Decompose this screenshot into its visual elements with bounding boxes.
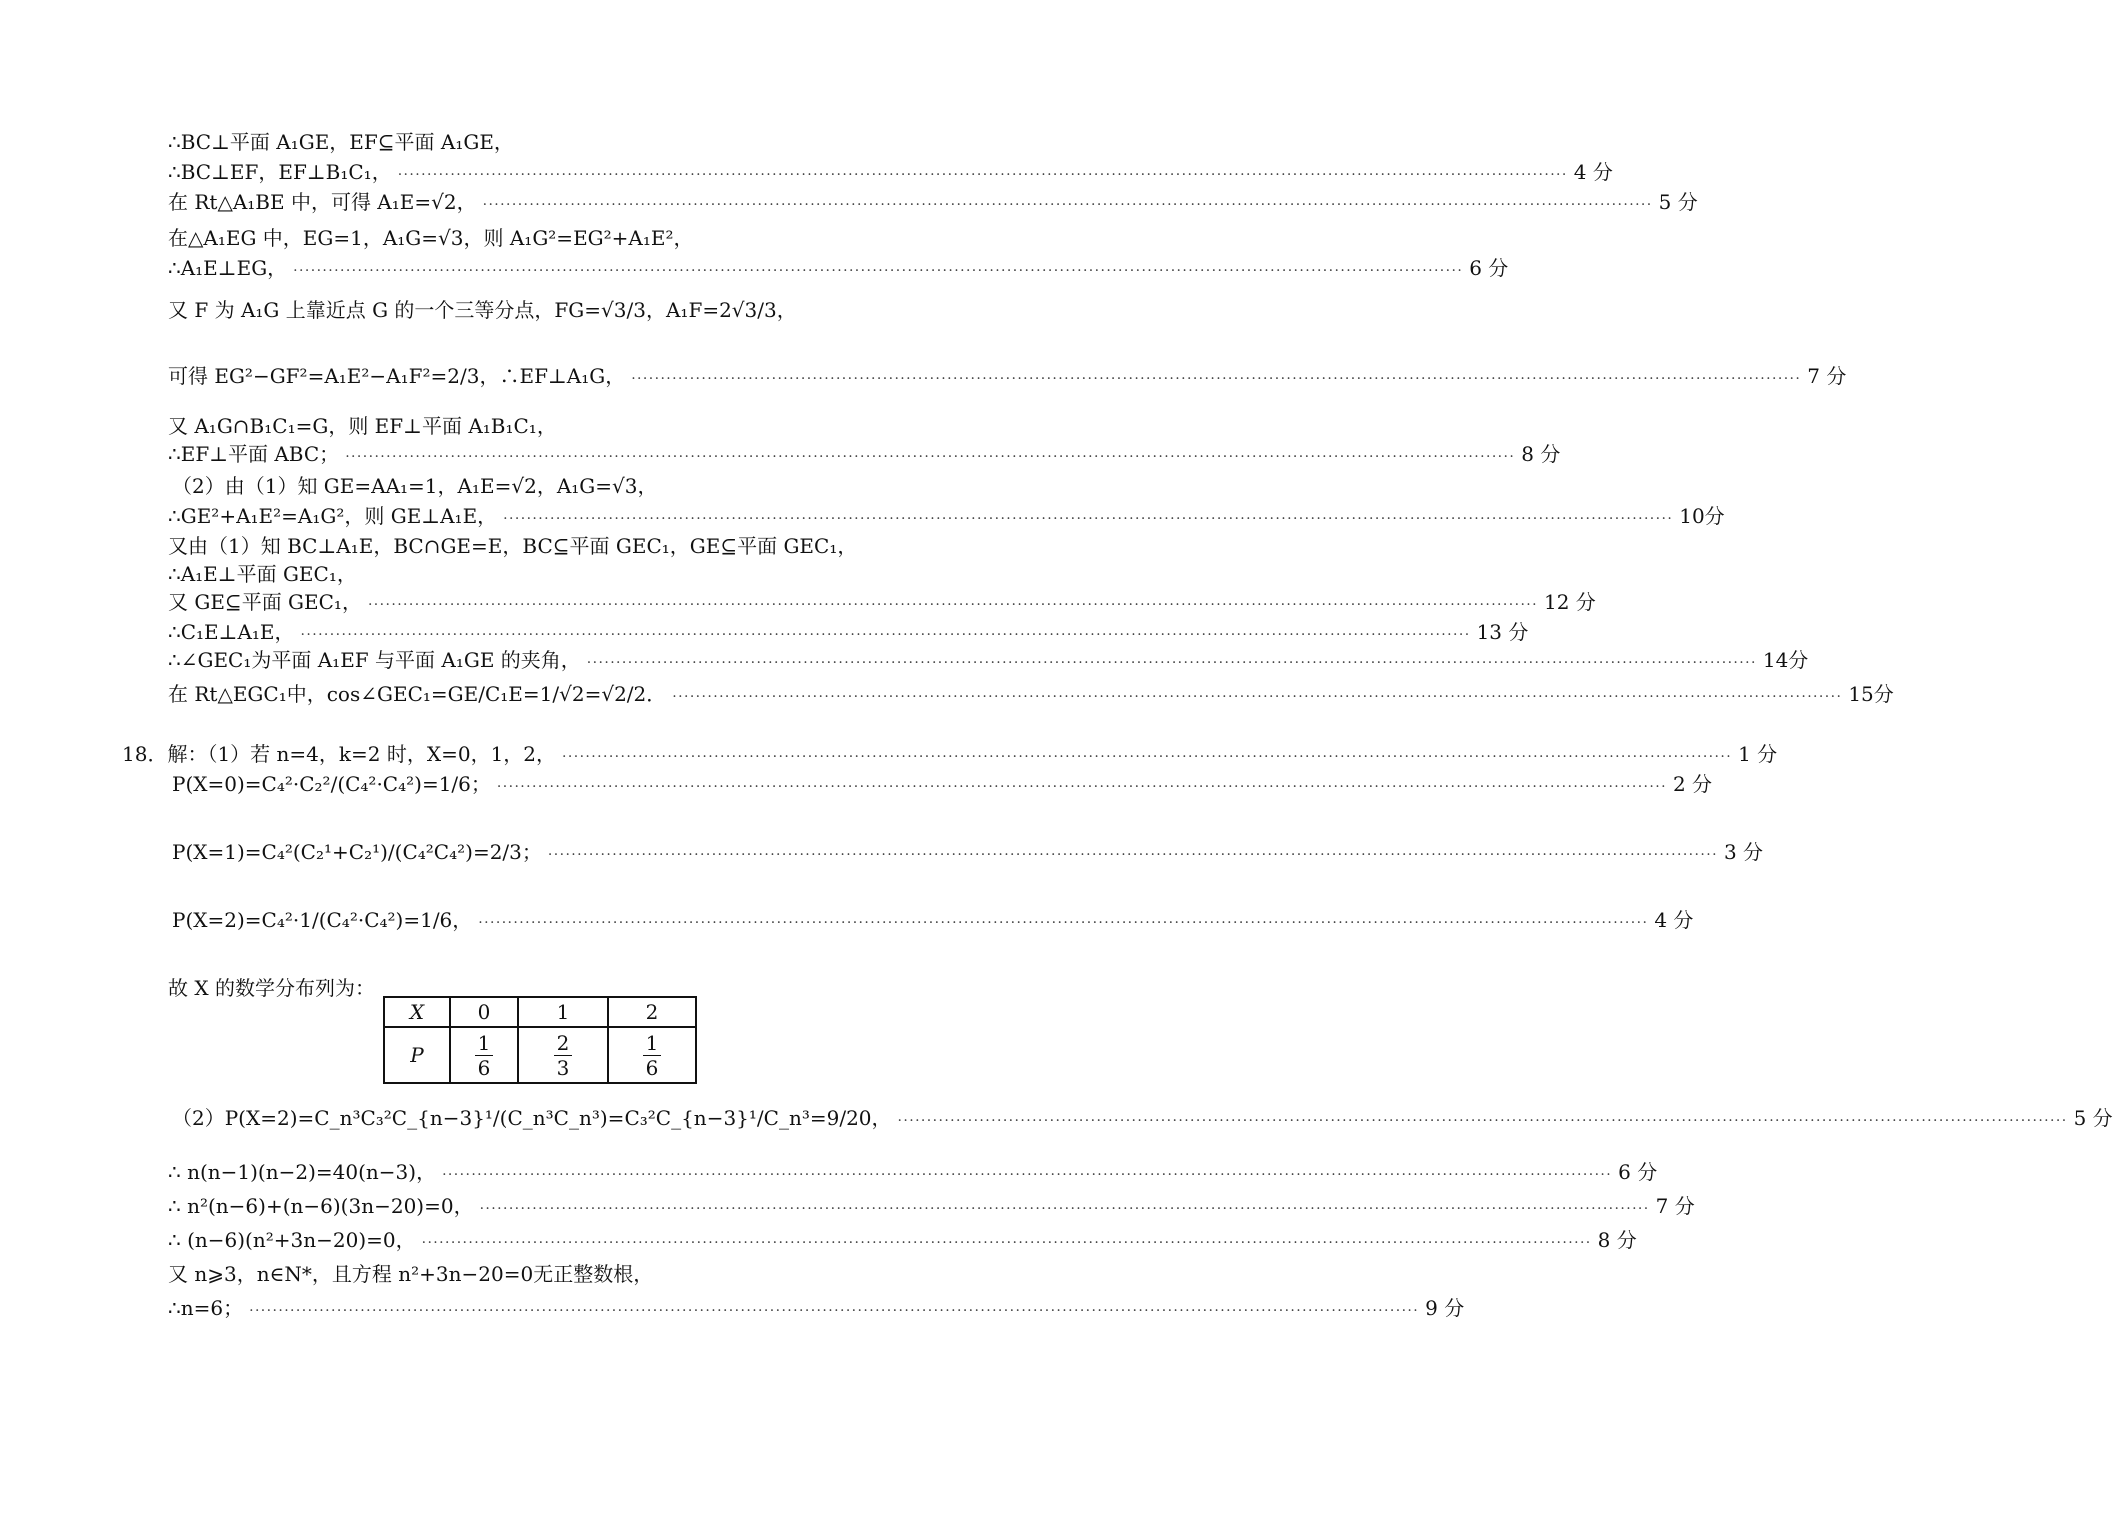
leader-dots: ········································································································································································································ — [367, 597, 1538, 613]
table-header-cell: 0 — [450, 997, 518, 1027]
leader-dots: ········································································································································································································ — [293, 263, 1464, 279]
line-text: 又 F 为 A₁G 上靠近点 G 的一个三等分点，FG=√3/3，A₁F=2√3/3， — [168, 298, 797, 322]
leader-dots: ········································································································································································································ — [631, 371, 1802, 387]
leader-dots: ········································································································································································································ — [586, 655, 1757, 671]
score-mark: 6 分 — [1469, 256, 1509, 280]
table-row-label: P — [384, 1027, 450, 1083]
line-text: P(X=0)=C₄²·C₂²/(C₄²·C₄²)=1/6； — [172, 772, 491, 796]
fraction — [554, 1031, 573, 1080]
fraction-numerator: 1 — [643, 1031, 662, 1056]
score-mark: 12 分 — [1544, 590, 1596, 614]
solution-line — [168, 586, 1596, 615]
table-header-cell: 2 — [608, 997, 696, 1027]
line-text: ∴EF⊥平面 ABC； — [168, 442, 340, 466]
line-text: 故 X 的数学分布列为： — [168, 976, 375, 1000]
solution-line — [168, 294, 960, 323]
score-mark: 4 分 — [1573, 160, 1613, 184]
leader-dots: ········································································································································································································ — [503, 511, 1674, 527]
line-text: ∴n=6； — [168, 1296, 244, 1320]
fraction-numerator: 1 — [475, 1031, 494, 1056]
line-text: P(X=2)=C₄²·1/(C₄²·C₄²)=1/6， — [172, 908, 473, 932]
line-text: ∴BC⊥平面 A₁GE，EF⊆平面 A₁GE， — [168, 130, 514, 154]
score-mark: 5 分 — [2073, 1106, 2113, 1130]
leader-dots: ········································································································································································································ — [482, 197, 1653, 213]
solution-line — [168, 360, 1847, 389]
line-text: 又由（1）知 BC⊥A₁E，BC∩GE=E，BC⊆平面 GEC₁，GE⊆平面 GEC₁， — [168, 534, 858, 558]
score-mark: 8 分 — [1521, 442, 1561, 466]
line-text: ∴ n(n−1)(n−2)=40(n−3)， — [168, 1160, 437, 1184]
solution-line — [172, 836, 1764, 865]
solution-line — [168, 126, 960, 155]
score-mark: 7 分 — [1655, 1194, 1695, 1218]
score-mark: 10分 — [1679, 504, 1725, 528]
line-text: 又 A₁G∩B₁C₁=G，则 EF⊥平面 A₁B₁C₁， — [168, 414, 557, 438]
score-mark: 3 分 — [1723, 840, 1764, 864]
score-mark: 8 分 — [1597, 1228, 1637, 1252]
solution-line — [168, 530, 960, 559]
line-text: ∴A₁E⊥EG， — [168, 256, 288, 280]
solution-line — [122, 738, 1778, 767]
score-mark: 4 分 — [1654, 908, 1694, 932]
solution-line — [168, 1156, 1658, 1185]
line-text: ∴C₁E⊥A₁E， — [168, 620, 295, 644]
line-text: 在△A₁EG 中，EG=1，A₁G=√3，则 A₁G²=EG²+A₁E²， — [168, 226, 694, 250]
table-prob-cell — [608, 1027, 696, 1083]
score-mark: 1 分 — [1738, 742, 1778, 766]
score-mark: 15分 — [1848, 682, 1894, 706]
line-text: 又 GE⊆平面 GEC₁， — [168, 590, 362, 614]
line-text: 在 Rt△A₁BE 中，可得 A₁E=√2， — [168, 190, 477, 214]
solution-line — [168, 558, 960, 587]
solution-line — [172, 768, 1713, 797]
line-text: ∴BC⊥EF，EF⊥B₁C₁， — [168, 160, 392, 184]
fraction — [643, 1031, 662, 1080]
line-text: 在 Rt△EGC₁中，cos∠GEC₁=GE/C₁E=1/√2=√2/2． — [168, 682, 667, 706]
fraction-numerator: 2 — [554, 1031, 573, 1056]
fraction-denominator: 6 — [645, 1055, 659, 1080]
fraction-denominator: 3 — [556, 1055, 570, 1080]
line-text: ∴ (n−6)(n²+3n−20)=0， — [168, 1228, 416, 1252]
table-header-cell: X — [384, 997, 450, 1027]
line-text: ∴A₁E⊥平面 GEC₁， — [168, 562, 357, 586]
leader-dots: ········································································································································································································ — [547, 847, 1718, 863]
solution-line — [168, 222, 960, 251]
solution-line — [168, 156, 1613, 185]
solution-line — [168, 1258, 960, 1287]
score-mark: 7 分 — [1807, 364, 1847, 388]
table-header-cell: 1 — [518, 997, 608, 1027]
leader-dots: ········································································································································································································ — [249, 1303, 1420, 1319]
solution-line — [172, 904, 1694, 933]
leader-dots: ········································································································································································································ — [478, 915, 1649, 931]
leader-dots: ········································································································································································································ — [897, 1113, 2068, 1129]
fraction — [475, 1031, 494, 1080]
line-text: P(X=1)=C₄²(C₂¹+C₂¹)/(C₄²C₄²)=2/3； — [172, 840, 542, 864]
score-mark: 5 分 — [1658, 190, 1698, 214]
solution-line — [168, 1292, 1465, 1321]
table-prob-row — [384, 1027, 696, 1083]
leader-dots: ········································································································································································································ — [300, 627, 1471, 643]
solution-line — [168, 186, 1698, 215]
solution-line — [168, 616, 1529, 645]
line-text: ∴∠GEC₁为平面 A₁EF 与平面 A₁GE 的夹角， — [168, 648, 581, 672]
distribution-table — [383, 996, 697, 1084]
leader-dots: ········································································································································································································ — [397, 167, 1568, 183]
score-mark: 13 分 — [1476, 620, 1529, 644]
fraction-denominator: 6 — [477, 1055, 491, 1080]
solution-line — [168, 644, 1809, 673]
solution-line — [168, 410, 960, 439]
line-text: （2）P(X=2)=C_n³C₃²C_{n−3}¹/(C_n³C_n³)=C₃²C_{n−3}¹/C_n³=9/20， — [172, 1106, 892, 1130]
table-header-row — [384, 997, 696, 1027]
score-mark: 6 分 — [1618, 1160, 1658, 1184]
solution-line — [172, 1102, 2113, 1131]
score-mark: 2 分 — [1672, 772, 1713, 796]
line-text: （2）由（1）知 GE=AA₁=1，A₁E=√2，A₁G=√3， — [172, 474, 658, 498]
line-text: ∴GE²+A₁E²=A₁G²，则 GE⊥A₁E， — [168, 504, 498, 528]
solution-line — [168, 438, 1561, 467]
leader-dots: ········································································································································································································ — [442, 1167, 1613, 1183]
line-text: ∴ n²(n−6)+(n−6)(3n−20)=0， — [168, 1194, 474, 1218]
score-mark: 9 分 — [1425, 1296, 1465, 1320]
solution-line — [168, 678, 1894, 707]
leader-dots: ········································································································································································································ — [421, 1235, 1592, 1251]
solution-line — [168, 500, 1725, 529]
line-text: 可得 EG²−GF²=A₁E²−A₁F²=2/3，∴EF⊥A₁G， — [168, 364, 626, 388]
solution-line — [168, 1224, 1637, 1253]
leader-dots: ········································································································································································································ — [345, 449, 1516, 465]
leader-dots: ········································································································································································································ — [562, 749, 1733, 765]
leader-dots: ········································································································································································································ — [479, 1201, 1650, 1217]
score-mark: 14分 — [1762, 648, 1809, 672]
line-text: 又 n⩾3，n∈N*，且方程 n²+3n−20=0无正整数根， — [168, 1262, 654, 1286]
leader-dots: ········································································································································································································ — [672, 689, 1843, 705]
table-prob-cell — [518, 1027, 608, 1083]
leader-dots: ········································································································································································································ — [496, 779, 1667, 795]
solution-line — [168, 252, 1509, 281]
solution-line — [172, 470, 960, 499]
table-prob-cell — [450, 1027, 518, 1083]
line-text: 18．解：（1）若 n=4，k=2 时，X=0，1，2， — [122, 742, 557, 766]
solution-line — [168, 1190, 1695, 1219]
